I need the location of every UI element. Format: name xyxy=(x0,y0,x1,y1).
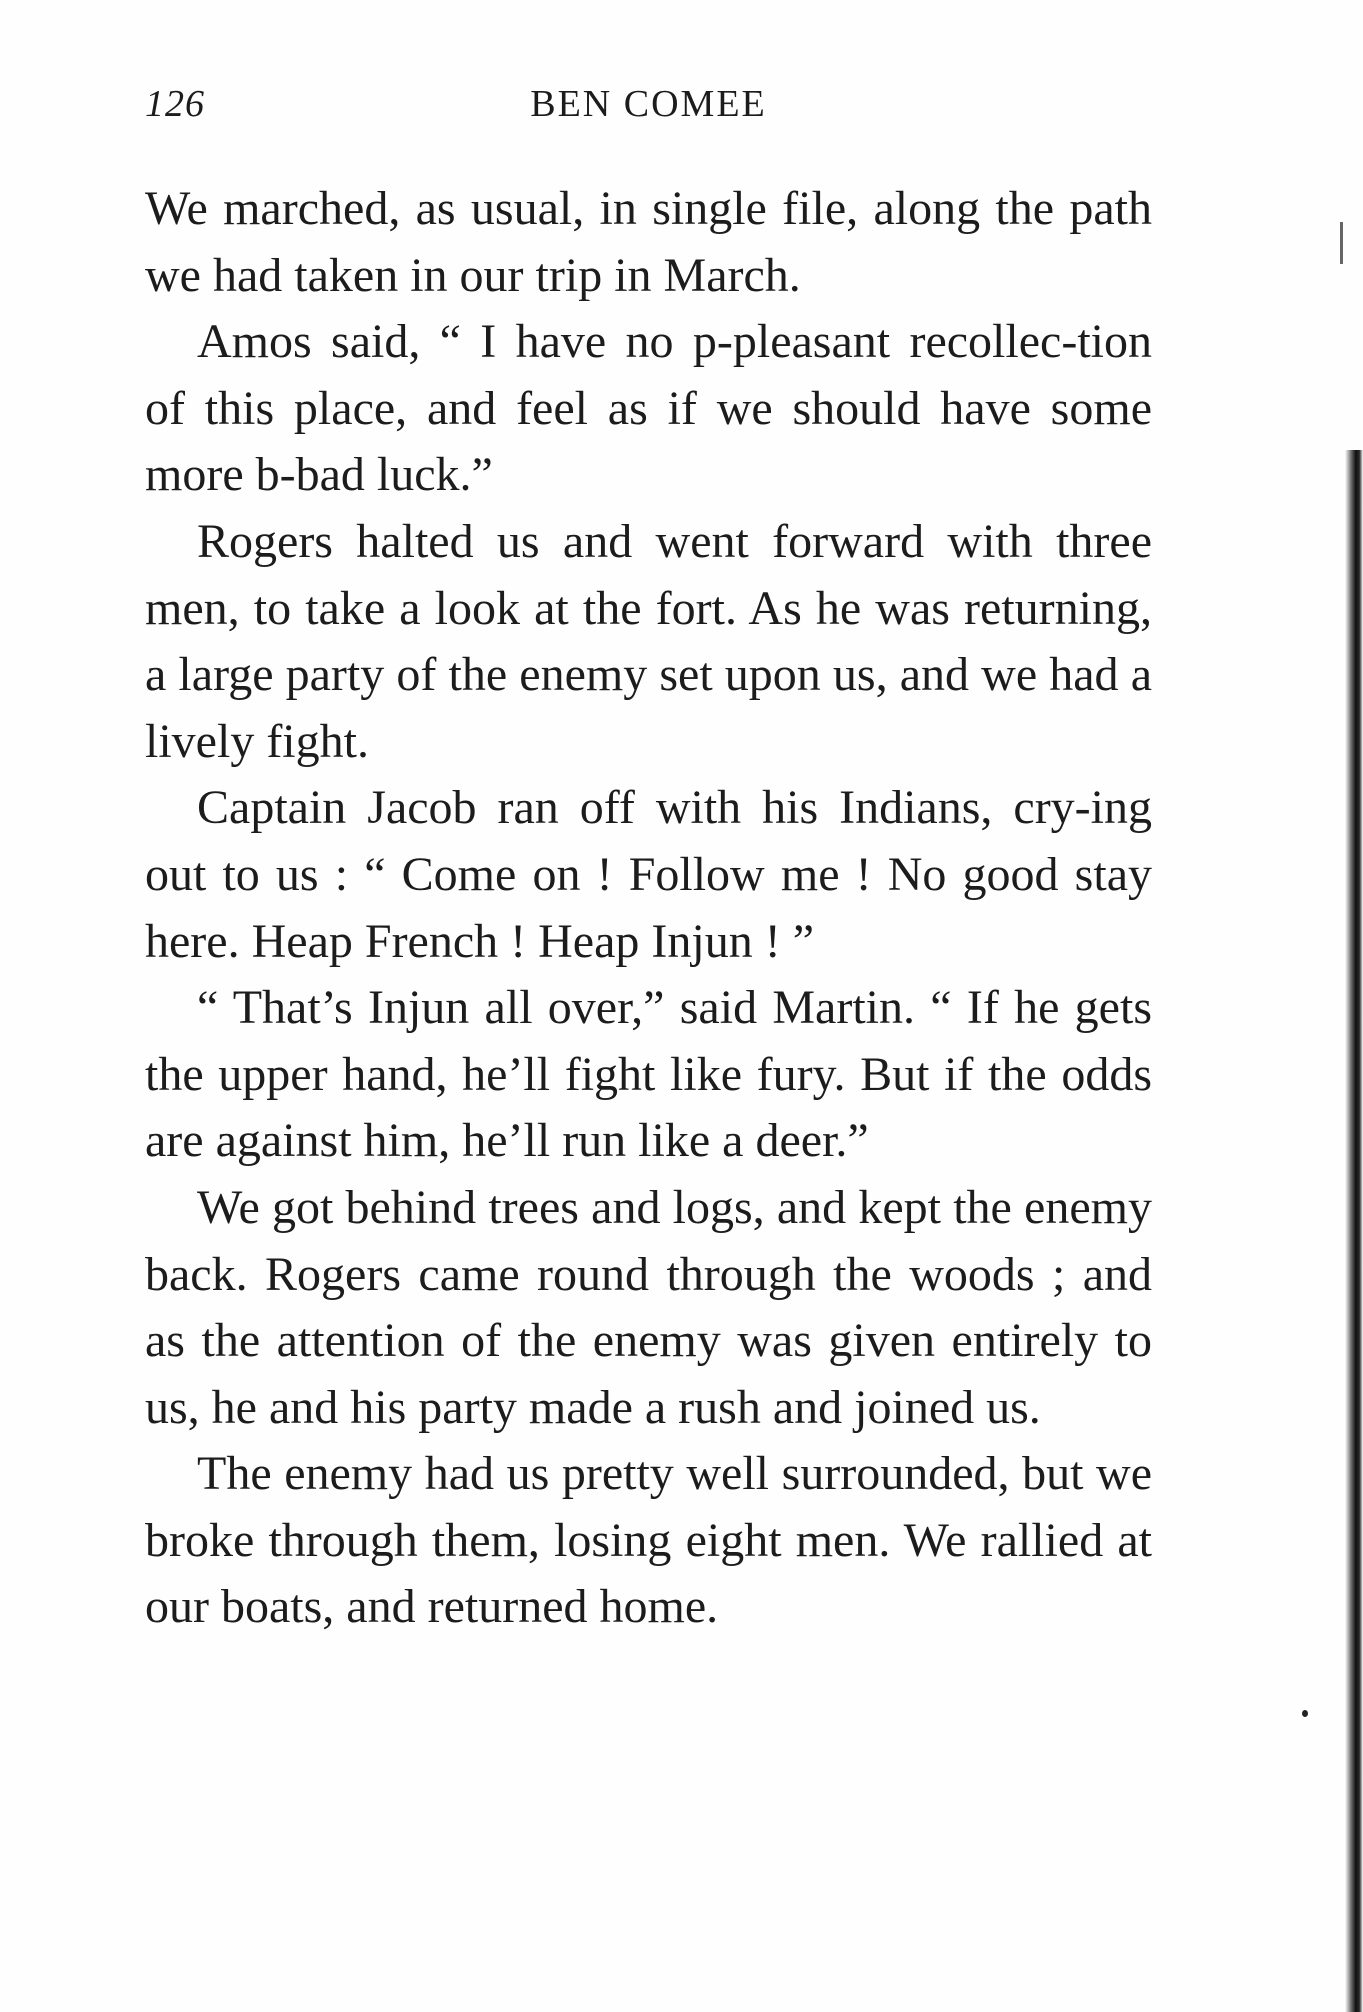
paragraph: We marched, as usual, in single file, along the path we had taken in our trip in March. xyxy=(145,182,1152,302)
paragraph: Captain Jacob ran off with his Indians, cry-ing out to us : “ Come on ! Follow me ! No good stay here. Heap French ! Heap Injun ! ” xyxy=(145,781,1152,968)
page-header xyxy=(145,82,1152,142)
page-edge-shadow xyxy=(1345,450,1363,2012)
paragraph: “ That’s Injun all over,” said Martin. “ If he gets the upper hand, he’ll fight like fury. But if the odds are against him, he’ll run like a deer.” xyxy=(145,981,1152,1168)
paragraph: We got behind trees and logs, and kept the enemy back. Rogers came round through the woods ; and as the attention of the enemy was given entirely to us, he and his party made a rush and joined us. xyxy=(145,1180,1152,1434)
scan-speck xyxy=(1302,1710,1308,1717)
paragraph: Amos said, “ I have no p-pleasant recollec-tion of this place, and feel as if we should have some more b-bad luck.” xyxy=(145,315,1152,502)
body-text xyxy=(145,176,1152,1641)
paragraph: Rogers halted us and went forward with three men, to take a look at the fort. As he was returning, a large party of the enemy set upon us, and we had a lively fight. xyxy=(145,514,1152,768)
paragraph: The enemy had us pretty well surrounded, but we broke through them, losing eight men. We rallied at our boats, and returned home. xyxy=(145,1447,1152,1634)
running-head: BEN COMEE xyxy=(530,83,767,125)
scan-edge-mark xyxy=(1340,222,1343,264)
page-number: 126 xyxy=(145,83,205,125)
